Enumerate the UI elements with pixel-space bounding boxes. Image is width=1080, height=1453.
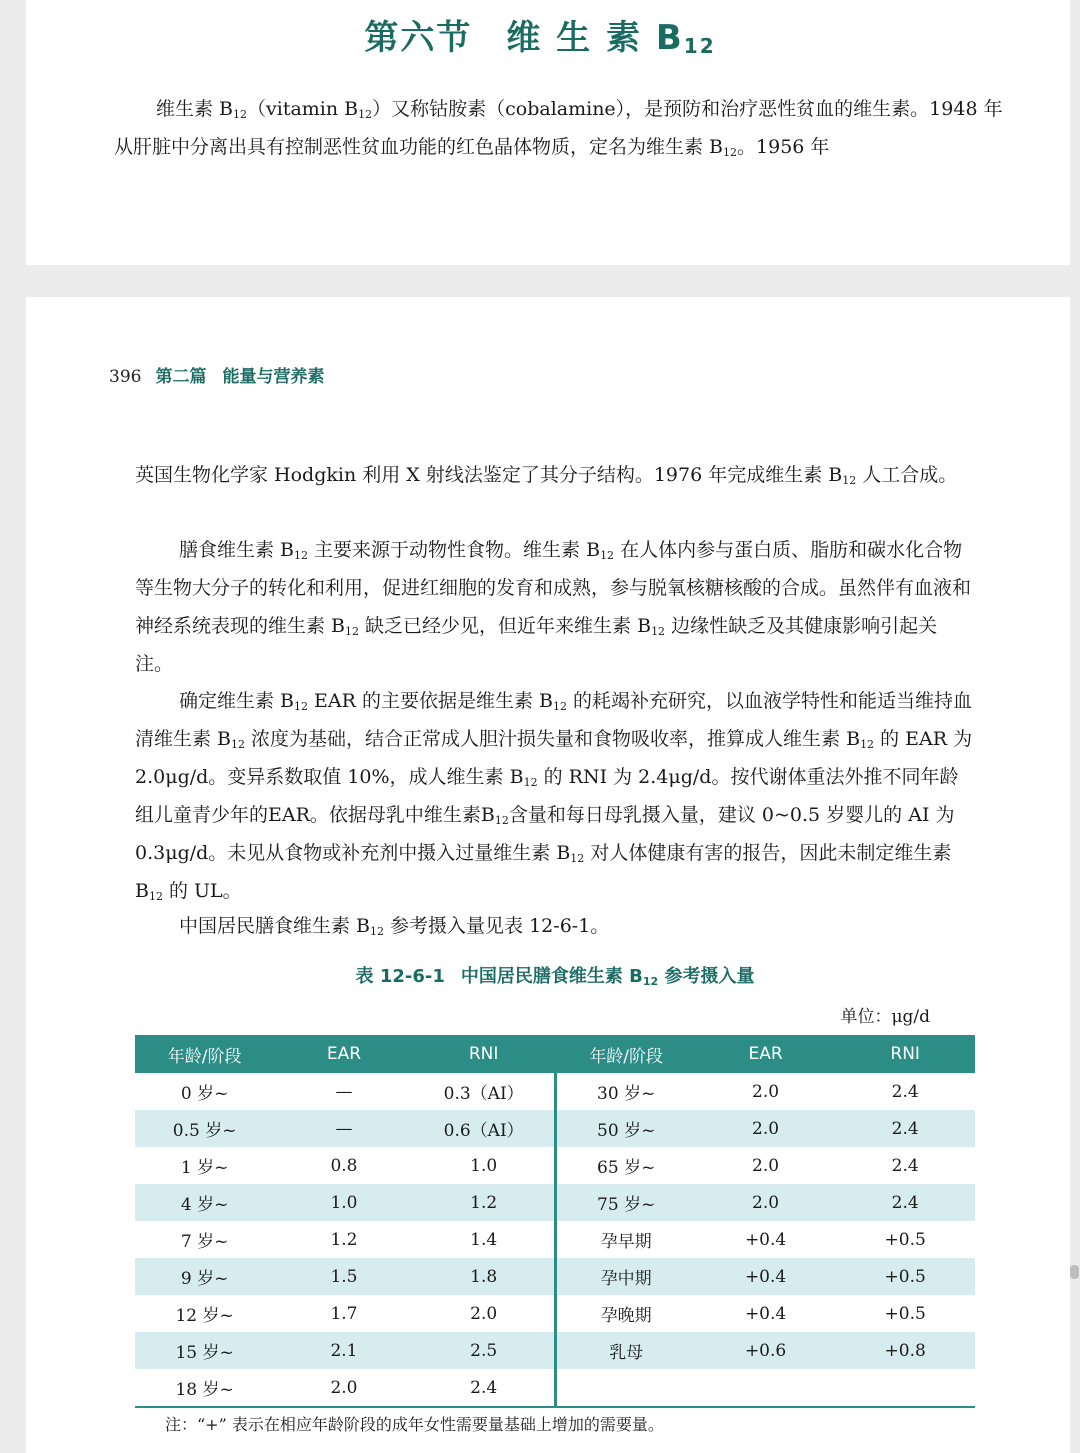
header-ear-left: EAR — [274, 1035, 413, 1073]
table-row: 4 岁~ 1.0 1.2 75 岁~ 2.0 2.4 — [135, 1184, 975, 1221]
table-title: 表 12-6-1 中国居民膳食维生素 $B_{12}$ 参考摄入量 — [355, 966, 755, 988]
part-label: 第二篇 — [155, 367, 207, 387]
table-row: 9 岁~ 1.5 1.8 孕中期 +0.4 +0.5 — [135, 1258, 975, 1295]
header-age-left: 年龄/阶段 — [135, 1035, 274, 1073]
table-row: 1 岁~ 0.8 1.0 65 岁~ 2.0 2.4 — [135, 1147, 975, 1184]
reference-intake-table — [135, 1035, 975, 1408]
header-rni-left: RNI — [414, 1035, 555, 1073]
section-number: 第六节 — [364, 18, 473, 58]
running-head — [109, 362, 324, 387]
table-number: 表 12-6-1 — [355, 966, 445, 987]
page-number: 396 — [109, 367, 142, 387]
continuation-paragraph: 英国生物化学家 Hodgkin 利用 X 射线法鉴定了其分子结构。1976 年完成维生素 $B_{12}$ 人工合成。 — [135, 464, 958, 487]
scroll-indicator[interactable] — [1070, 1265, 1079, 1279]
section-vitamin: 维 生 素 B — [506, 18, 684, 58]
intro-paragraph: 维生素 $B_{12}(vitamin$ $B_{12}$）又称钴胺素（cobalamine），是预防和治疗恶性贫血的维生素。1948 年从肝脏中分离出具有控制恶性贫血功能的红色晶体物质，定名为维生素 $B_{12}$。1956 年 — [114, 98, 1003, 159]
table-row: 12 岁~ 1.7 2.0 孕晚期 +0.4 +0.5 — [135, 1295, 975, 1332]
table-row: 15 岁~ 2.1 2.5 乳母 +0.6 +0.8 — [135, 1332, 975, 1369]
section-vitamin-sub: 12 — [683, 34, 716, 58]
table-title-text: 中国居民膳食维生素 B — [460, 966, 643, 987]
table-row: 0 岁~ — 0.3（AI） 30 岁~ 2.0 2.4 — [135, 1073, 975, 1110]
section-title — [0, 10, 1080, 59]
part-title: 能量与营养素 — [222, 367, 325, 387]
header-ear-right: EAR — [696, 1035, 836, 1073]
dietary-source-paragraph: 膳食维生素 $B_{12}$ 主要来源于动物性食物。维生素 $B_{12}$ 在人体内参与蛋白质、脂肪和碳水化合物等生物大分子的转化和利用，促进红细胞的发育和成熟，参与脱氧核糖核酸的合成。虽然伴有血液和神经系统表现的维生素 $B_{12}$ 缺乏已经少见，但近年来维生素 $B_{12}$ 边缘性缺乏及其健康影响引起关注。 — [135, 539, 972, 675]
table-row: 0.5 岁~ — 0.6（AI） 50 岁~ 2.0 2.4 — [135, 1110, 975, 1147]
table-row: 7 岁~ 1.2 1.4 孕早期 +0.4 +0.5 — [135, 1221, 975, 1258]
header-age-right: 年龄/阶段 — [555, 1035, 696, 1073]
table-note: 注：“+” 表示在相应年龄阶段的成年女性需要量基础上增加的需要量。 — [165, 1415, 664, 1434]
table-reference-paragraph: 中国居民膳食维生素 $B_{12}$ 参考摄入量见表 12-6-1。 — [179, 915, 610, 938]
table-header-row — [135, 1035, 975, 1073]
table-row: 18 岁~ 2.0 2.4 — [135, 1369, 975, 1407]
ear-basis-paragraph: 确定维生素 $B_{12}$ EAR 的主要依据是维生素 $B_{12}$ 的耗竭补充研究，以血液学特性和能适当维持血清维生素 $B_{12}$ 浓度为基础，结合正常成人胆汁损失量和食物吸收率，推算成人维生素 $B_{12}$ 的 EAR 为 2.0μg/d。变异系数取值 10%，成人维生素 $B_{12}$ 的 RNI 为 2.4μg/d。按代谢体重法外推不同年龄组儿童青少年的EAR。依据母乳中维生素$B_{12}$含量和每日母乳摄入量，建议 0~0.5 岁婴儿的 AI 为 0.3μg/d。未见从食物或补充剂中摄入过量维生素 $B_{12}$ 对人体健康有害的报告，因此未制定维生素 $B_{12}$ 的 UL。 — [135, 690, 973, 903]
header-rni-right: RNI — [835, 1035, 975, 1073]
table-unit: 单位：μg/d — [840, 1007, 930, 1027]
